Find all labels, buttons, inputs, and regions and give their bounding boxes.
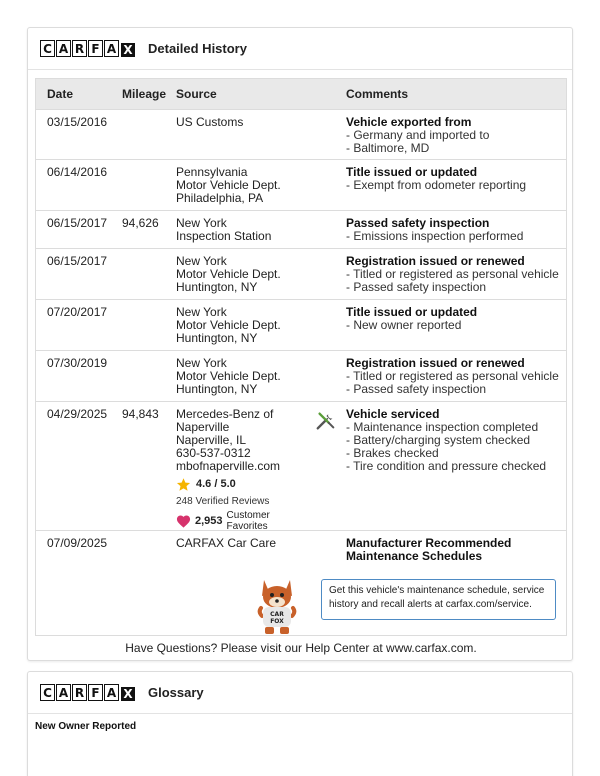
comment-line: - Passed safety inspection — [346, 280, 487, 294]
glossary-title: Glossary — [148, 685, 204, 700]
logo-letter: X — [121, 687, 135, 701]
row-date: 06/15/2017 — [47, 254, 108, 268]
logo-letter: A — [56, 684, 71, 701]
source-line: Naperville, IL — [176, 433, 247, 447]
glossary-term: New Owner Reported — [35, 721, 137, 732]
source-line: Pennsylvania — [176, 165, 248, 179]
favorites-label — [227, 510, 270, 532]
row-comments — [346, 166, 526, 192]
comment-line: - Maintenance inspection completed — [346, 420, 539, 434]
comment-line: - Battery/charging system checked — [346, 433, 531, 447]
star-icon — [176, 477, 191, 492]
table-row — [36, 109, 566, 159]
logo-letter: F — [88, 684, 103, 701]
row-mileage: 94,626 — [122, 216, 159, 230]
row-comments — [346, 408, 546, 473]
source-line: 630-537-0312 — [176, 446, 251, 460]
history-table — [35, 78, 567, 636]
favorites-count: 2,953 — [195, 514, 223, 527]
source-line: mbofnaperville.com — [176, 459, 281, 473]
row-comments — [346, 357, 559, 396]
source-line: Naperville — [176, 420, 230, 434]
source-line: Motor Vehicle Dept. — [176, 267, 281, 281]
logo-letter: A — [56, 40, 71, 57]
carfax-logo — [40, 40, 136, 57]
comment-line: - Brakes checked — [346, 446, 439, 460]
comment-title: Maintenance Schedules — [346, 549, 483, 563]
comment-line: - Titled or registered as personal vehicle — [346, 267, 559, 281]
source-line: New York — [176, 305, 227, 319]
maintenance-callout[interactable] — [321, 579, 556, 620]
glossary-card-header — [28, 672, 572, 714]
history-title: Detailed History — [148, 41, 247, 56]
row-source — [176, 357, 281, 396]
header-source: Source — [176, 87, 217, 101]
logo-letter: F — [88, 40, 103, 57]
row-date: 07/30/2019 — [47, 356, 108, 370]
comment-title: Vehicle exported from — [346, 115, 472, 129]
source-line: Huntington, NY — [176, 382, 258, 396]
source-line: Huntington, NY — [176, 280, 258, 294]
source-line: Inspection Station — [176, 229, 272, 243]
comment-line: - New owner reported — [346, 318, 462, 332]
rating-value: 4.6 / 5.0 — [196, 478, 236, 490]
source-line: US Customs — [176, 115, 244, 129]
row-comments — [346, 116, 489, 155]
logo-letter: R — [72, 684, 87, 701]
source-line: Motor Vehicle Dept. — [176, 369, 281, 383]
logo-letter: A — [104, 40, 119, 57]
favorites-label-line: Favorites — [226, 521, 268, 532]
comment-line: - Emissions inspection performed — [346, 229, 524, 243]
row-comments — [346, 217, 523, 243]
row-comments — [346, 255, 559, 294]
row-source — [176, 255, 281, 294]
source-line: New York — [176, 254, 227, 268]
row-date: 07/20/2017 — [47, 305, 108, 319]
wrench-screwdriver-icon — [315, 410, 337, 432]
source-line: Motor Vehicle Dept. — [176, 318, 281, 332]
row-mileage: 94,843 — [122, 407, 159, 421]
row-date: 07/09/2025 — [47, 536, 108, 550]
logo-letter: X — [121, 43, 135, 57]
source-line: CARFAX Car Care — [176, 536, 277, 550]
logo-letter: C — [40, 684, 55, 701]
row-comments — [346, 537, 511, 563]
comment-title: Registration issued or renewed — [346, 254, 525, 268]
car-fox-mascot-icon — [254, 576, 300, 636]
source-line: New York — [176, 216, 227, 230]
callout-line: Get this vehicle's maintenance schedule, service — [329, 585, 545, 596]
history-card-header — [28, 28, 572, 70]
table-row — [36, 530, 566, 635]
comment-line: - Germany and imported to — [346, 128, 490, 142]
comment-line: - Exempt from odometer reporting — [346, 178, 527, 192]
comment-title: Manufacturer Recommended — [346, 536, 512, 550]
table-row — [36, 159, 566, 210]
logo-letter: C — [40, 40, 55, 57]
glossary-card — [27, 671, 573, 776]
header-comments: Comments — [346, 87, 409, 101]
logo-letter: A — [104, 684, 119, 701]
heart-icon — [176, 514, 191, 528]
table-header — [36, 79, 566, 109]
comment-line: - Titled or registered as personal vehicle — [346, 369, 559, 383]
fox-shirt-line: FOX — [270, 618, 284, 625]
header-date: Date — [47, 87, 74, 101]
fox-shirt-line: CAR — [270, 611, 284, 618]
table-row — [36, 401, 566, 530]
row-date: 03/15/2016 — [47, 115, 108, 129]
customer-favorites — [176, 510, 280, 532]
source-line: Huntington, NY — [176, 331, 258, 345]
dealer-rating — [176, 477, 280, 492]
comment-title: Passed safety inspection — [346, 216, 490, 230]
verified-reviews: 248 Verified Reviews — [176, 496, 270, 507]
row-source — [176, 537, 276, 550]
table-row — [36, 299, 566, 350]
row-source — [176, 166, 281, 205]
detailed-history-card — [27, 27, 573, 661]
favorites-label-line: Customer — [226, 510, 270, 521]
row-date: 04/29/2025 — [47, 407, 108, 421]
table-row — [36, 350, 566, 401]
row-date: 06/15/2017 — [47, 216, 108, 230]
row-source — [176, 306, 281, 345]
help-center-text: Have Questions? Please visit our Help Center at www.carfax.com. — [125, 641, 477, 655]
logo-letter: R — [72, 40, 87, 57]
row-source — [176, 408, 280, 532]
row-source — [176, 217, 271, 243]
row-source — [176, 116, 243, 129]
comment-line: - Passed safety inspection — [346, 382, 487, 396]
source-line: Philadelphia, PA — [176, 191, 264, 205]
header-mileage: Mileage — [122, 87, 167, 101]
source-line: Mercedes-Benz of — [176, 407, 274, 421]
table-row — [36, 210, 566, 248]
source-line: Motor Vehicle Dept. — [176, 178, 281, 192]
table-row — [36, 248, 566, 299]
callout-line: history and recall alerts at carfax.com/service. — [329, 599, 532, 610]
comment-line: - Tire condition and pressure checked — [346, 459, 547, 473]
comment-title: Title issued or updated — [346, 305, 478, 319]
source-line: New York — [176, 356, 227, 370]
comment-title: Registration issued or renewed — [346, 356, 525, 370]
row-comments — [346, 306, 477, 332]
row-date: 06/14/2016 — [47, 165, 108, 179]
comment-title: Vehicle serviced — [346, 407, 440, 421]
carfax-logo — [40, 684, 136, 701]
comment-title: Title issued or updated — [346, 165, 478, 179]
comment-line: - Baltimore, MD — [346, 141, 430, 155]
